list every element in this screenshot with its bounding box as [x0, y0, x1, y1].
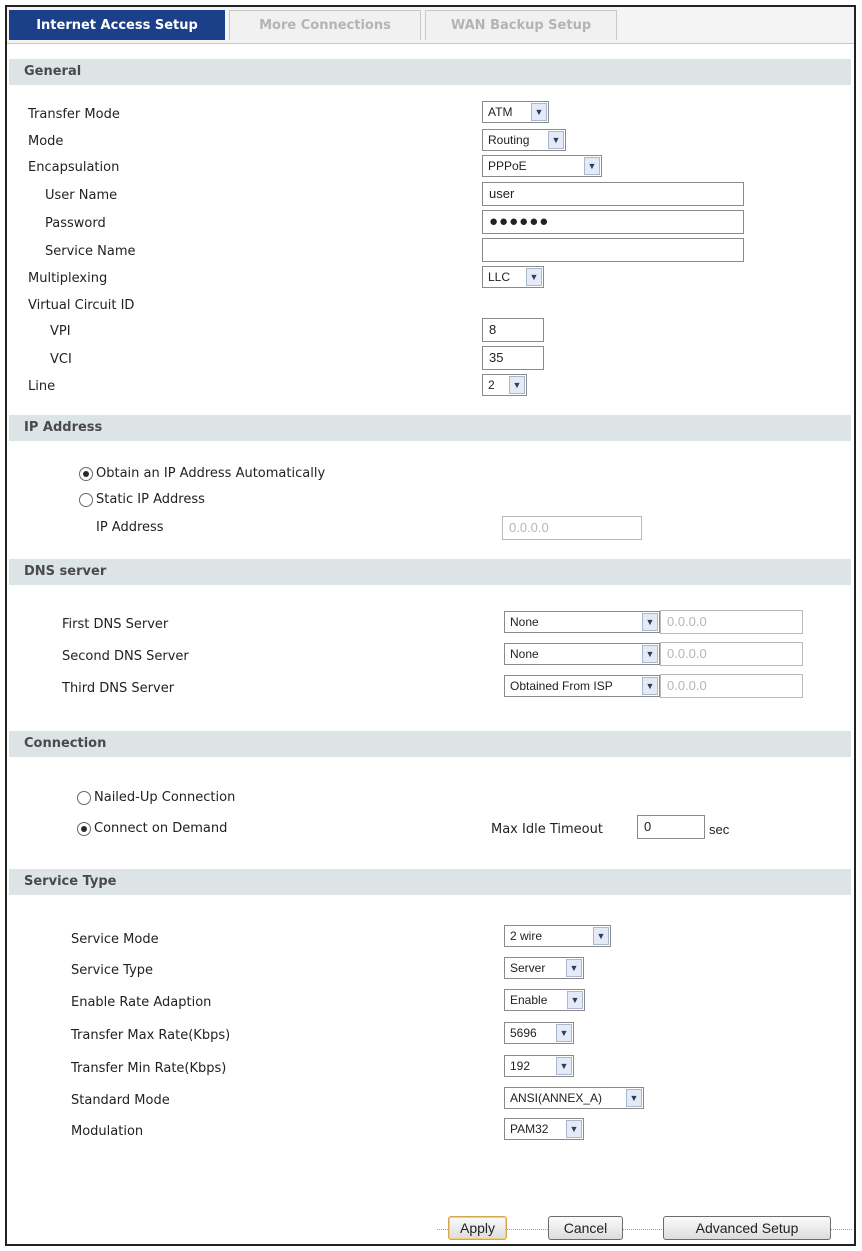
section-service-type-header: Service Type: [9, 869, 851, 895]
service-name-label: Service Name: [45, 244, 136, 259]
user-name-input[interactable]: user: [482, 182, 744, 206]
tab-wan-backup-setup[interactable]: WAN Backup Setup: [425, 10, 617, 40]
section-connection-header: Connection: [9, 731, 851, 757]
rate-adaption-label: Enable Rate Adaption: [71, 995, 212, 1010]
transfer-mode-value: ATM: [488, 105, 513, 119]
obtain-ip-label: Obtain an IP Address Automatically: [96, 466, 326, 481]
settings-frame: [5, 5, 856, 1246]
chevron-down-icon: ▼: [567, 991, 583, 1009]
static-ip-radio[interactable]: [79, 493, 93, 507]
standard-mode-label: Standard Mode: [71, 1093, 170, 1108]
chevron-down-icon: ▼: [642, 677, 658, 695]
max-rate-value: 5696: [510, 1026, 537, 1040]
service-mode-label: Service Mode: [71, 932, 159, 947]
min-rate-value: 192: [510, 1059, 531, 1073]
service-type-select[interactable]: [504, 957, 584, 979]
chevron-down-icon: ▼: [626, 1089, 642, 1107]
max-idle-timeout-input[interactable]: 0: [637, 815, 705, 839]
obtain-ip-radio[interactable]: [79, 467, 93, 481]
standard-mode-select[interactable]: [504, 1087, 644, 1109]
second-dns-select[interactable]: [504, 643, 660, 665]
max-rate-label: Transfer Max Rate(Kbps): [71, 1028, 231, 1043]
line-value: 2: [488, 378, 495, 392]
multiplexing-select[interactable]: [482, 266, 544, 288]
mode-label: Mode: [28, 134, 64, 149]
connect-on-demand-label: Connect on Demand: [94, 821, 228, 836]
encapsulation-value: PPPoE: [488, 159, 527, 173]
mode-select[interactable]: [482, 129, 566, 151]
chevron-down-icon: ▼: [593, 927, 609, 945]
transfer-mode-label: Transfer Mode: [28, 107, 120, 122]
mode-value: Routing: [488, 133, 530, 147]
second-dns-label: Second DNS Server: [62, 649, 189, 664]
cancel-button[interactable]: Cancel: [548, 1216, 623, 1240]
third-dns-ip-input[interactable]: 0.0.0.0: [660, 674, 803, 698]
chevron-down-icon: ▼: [548, 131, 564, 149]
chevron-down-icon: ▼: [556, 1057, 572, 1075]
third-dns-label: Third DNS Server: [62, 681, 175, 696]
transfer-mode-select[interactable]: [482, 101, 549, 123]
chevron-down-icon: ▼: [642, 645, 658, 663]
vci-input[interactable]: 35: [482, 346, 544, 370]
chevron-down-icon: ▼: [531, 103, 547, 121]
min-rate-label: Transfer Min Rate(Kbps): [71, 1061, 227, 1076]
service-name-input[interactable]: [482, 238, 744, 262]
standard-mode-value: ANSI(ANNEX_A): [510, 1091, 603, 1105]
vpi-label: VPI: [50, 324, 71, 339]
first-dns-ip-input[interactable]: 0.0.0.0: [660, 610, 803, 634]
chevron-down-icon: ▼: [566, 959, 582, 977]
second-dns-ip-input[interactable]: 0.0.0.0: [660, 642, 803, 666]
connect-on-demand-radio[interactable]: [77, 822, 91, 836]
static-ip-label: Static IP Address: [96, 492, 205, 507]
vpi-input[interactable]: 8: [482, 318, 544, 342]
virtual-circuit-id-label: Virtual Circuit ID: [28, 298, 135, 313]
chevron-down-icon: ▼: [584, 157, 600, 175]
service-type-value: Server: [510, 961, 546, 975]
password-label: Password: [45, 216, 106, 231]
max-idle-timeout-unit: sec: [709, 822, 730, 837]
advanced-setup-button[interactable]: Advanced Setup: [663, 1216, 831, 1240]
vci-label: VCI: [50, 352, 72, 367]
second-dns-value: None: [510, 647, 539, 661]
ip-address-input[interactable]: 0.0.0.0: [502, 516, 642, 540]
third-dns-select[interactable]: [504, 675, 660, 697]
line-label: Line: [28, 379, 56, 394]
section-general-header: General: [9, 59, 851, 85]
encapsulation-select[interactable]: [482, 155, 602, 177]
rate-adaption-value: Enable: [510, 993, 548, 1007]
first-dns-label: First DNS Server: [62, 617, 169, 632]
modulation-label: Modulation: [71, 1124, 144, 1139]
multiplexing-label: Multiplexing: [28, 271, 108, 286]
chevron-down-icon: ▼: [509, 376, 525, 394]
service-mode-value: 2 wire: [510, 929, 543, 943]
service-mode-select[interactable]: [504, 925, 611, 947]
max-rate-select[interactable]: [504, 1022, 574, 1044]
min-rate-select[interactable]: [504, 1055, 574, 1077]
nailed-up-radio[interactable]: [77, 791, 91, 805]
third-dns-value: Obtained From ISP: [510, 679, 613, 693]
tab-internet-access-setup[interactable]: Internet Access Setup: [9, 10, 225, 40]
ip-address-label: IP Address: [96, 520, 164, 535]
modulation-select[interactable]: [504, 1118, 584, 1140]
tab-more-connections[interactable]: More Connections: [229, 10, 421, 40]
nailed-up-label: Nailed-Up Connection: [94, 790, 236, 805]
chevron-down-icon: ▼: [556, 1024, 572, 1042]
service-type-label: Service Type: [71, 963, 154, 978]
multiplexing-value: LLC: [488, 270, 511, 284]
line-select[interactable]: [482, 374, 527, 396]
first-dns-value: None: [510, 615, 539, 629]
section-ip-address-header: IP Address: [9, 415, 851, 441]
first-dns-select[interactable]: [504, 611, 660, 633]
rate-adaption-select[interactable]: [504, 989, 585, 1011]
user-name-label: User Name: [45, 188, 118, 203]
password-input[interactable]: ●●●●●●: [482, 210, 744, 234]
apply-button[interactable]: Apply: [448, 1216, 507, 1240]
tab-bar: [7, 7, 854, 44]
encapsulation-label: Encapsulation: [28, 160, 120, 175]
chevron-down-icon: ▼: [642, 613, 658, 631]
chevron-down-icon: ▼: [566, 1120, 582, 1138]
section-dns-header: DNS server: [9, 559, 851, 585]
modulation-value: PAM32: [510, 1122, 549, 1136]
max-idle-timeout-label: Max Idle Timeout: [491, 822, 603, 837]
chevron-down-icon: ▼: [526, 268, 542, 286]
